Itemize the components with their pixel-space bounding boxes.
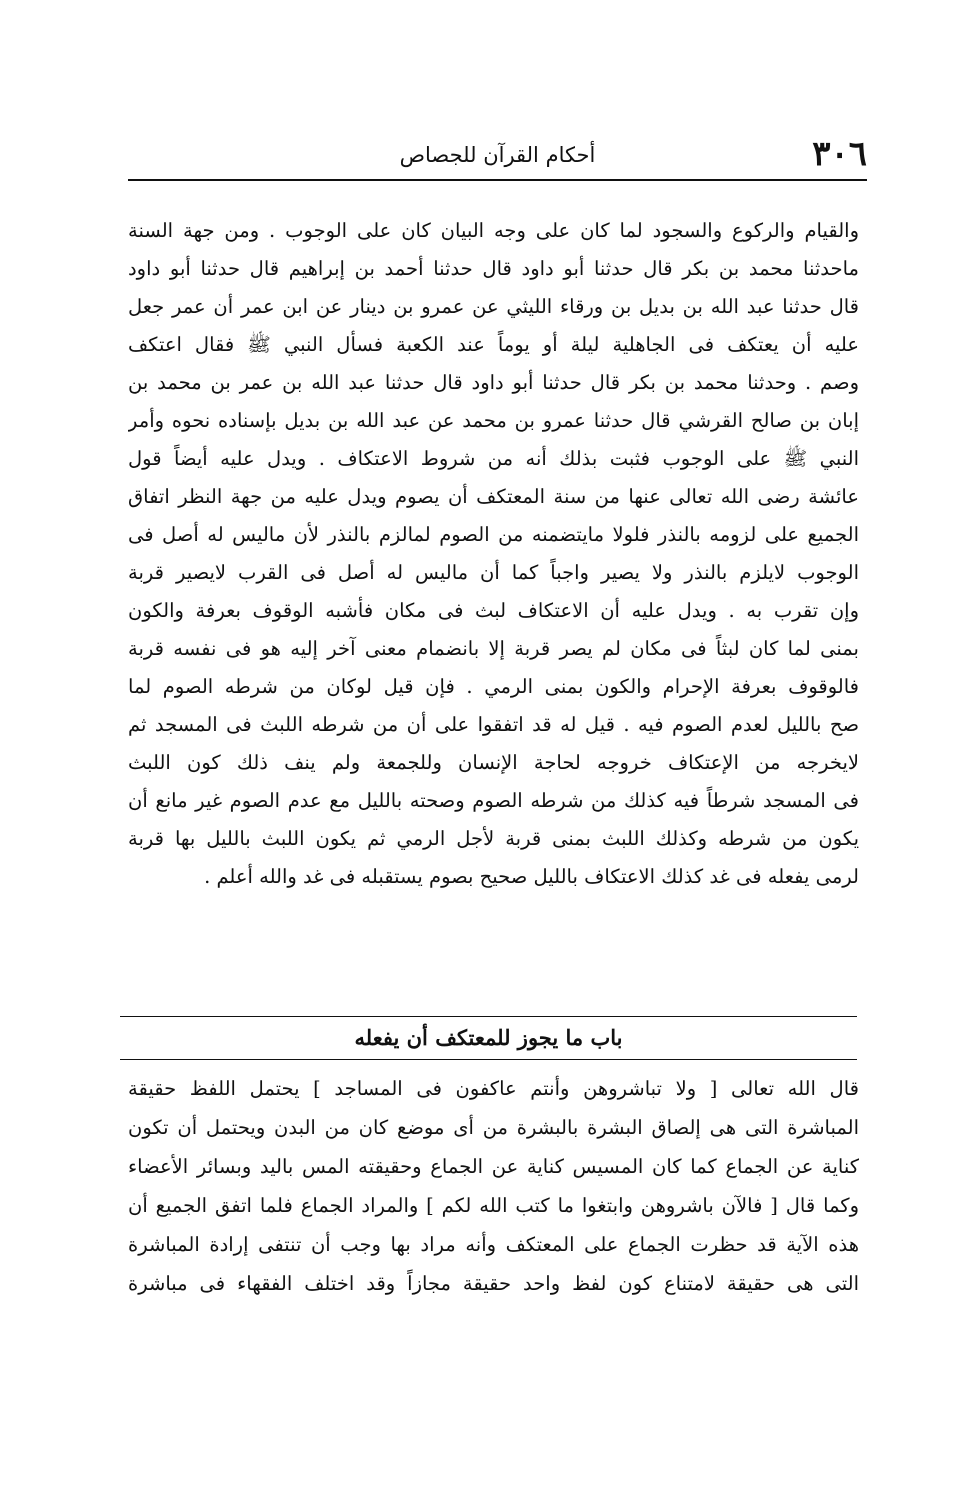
chapter-divider-top xyxy=(120,1016,857,1017)
text-line: لرمى يفعله فى غد كذلك الاعتكاف بالليل صحيح بصوم يستقبله فى غد والله أعلم . xyxy=(204,865,859,888)
page-number: ٣٠٦ xyxy=(812,134,867,174)
text-line: الجميع على لزومه بالنذر فلولا مايتضمنه من الصوم لمالزم بالنذر لأن ماليس له أصل فى xyxy=(128,523,859,546)
text-line: وإن تقرب به . ويدل عليه أن الاعتكاف لبث فى مكان فأشبه الوقوف بعرفة والكون xyxy=(128,599,859,622)
chapter-heading: باب ما يجوز للمعتكف أن يفعله xyxy=(354,1025,623,1050)
text-line: التى هى حقيقة لامتناع كون لفظ واحد حقيقة مجازاً وقد اختلف الفقهاء فى مباشرة xyxy=(128,1272,859,1295)
text-line: وصم . وحدثنا محمد بن بكر قال حدثنا أبو داود قال حدثنا عبد الله بن عمر بن محمد بن xyxy=(128,371,859,394)
text-line: قال الله تعالى [ ولا تباشروهن وأنتم عاكفون فى المساجد ] يحتمل اللفظ حقيقة xyxy=(128,1077,859,1100)
text-line: لايخرجه من الإعتكاف خروجه لحاجة الإنسان وللجمعة ولم ينف ذلك كون اللبث xyxy=(128,751,859,774)
text-line: الوجوب لايلزم بالنذر ولا يصير واجباً كما أن ماليس له أصل فى القرب لايصير قربة xyxy=(128,561,859,584)
text-line: عليه أن يعتكف فى الجاهلية ليلة أو يوماً عند الكعبة فسأل النبي ﷺ فقال اعتكف xyxy=(128,333,859,356)
text-line: فالوقوف بعرفة الإحرام والكون بمنى الرمي . فإن قيل لوكان من شرطه الصوم لما xyxy=(128,675,859,698)
text-line: النبي ﷺ على الوجوب فثبت بذلك أنه من شروط الاعتكاف . ويدل عليه أيضاً قول xyxy=(128,447,859,470)
chapter-text-block xyxy=(128,1069,859,1303)
text-line: قال حدثنا عبد الله بن بديل بن ورقاء الليثي عن عمرو بن دينار عن ابن عمر أن عمر جعل xyxy=(128,295,859,318)
page-header xyxy=(128,132,867,178)
running-title: أحكام القرآن للجصاص xyxy=(399,143,596,167)
text-line: يكون من شرطه وكذلك اللبث بمنى قربة لأجل الرمي ثم يكون اللبث بالليل بها قربة xyxy=(128,827,859,850)
text-line: صح بالليل لعدم الصوم فيه . قيل له قد اتفقوا على أن من شرطه اللبث فى المسجد ثم xyxy=(128,713,859,736)
text-line: والقيام والركوع والسجود لما كان على وجه البيان كان على الوجوب . ومن جهة السنة xyxy=(128,219,859,242)
text-line: ماحدثنا محمد بن بكر قال حدثنا أبو داود قال حدثنا أحمد بن إبراهيم قال حدثنا أبو داود xyxy=(128,257,859,280)
text-line: بمنى لما كان لبثاً فى مكان لم يصر قربة إلا بانضمام معنى آخر إليه هو فى نفسه قربة xyxy=(128,637,859,660)
text-line: فى المسجد شرطاً فيه كذلك من شرطه الصوم وصحته بالليل مع عدم الصوم غير مانع أن xyxy=(128,789,859,812)
text-line: إبان بن صالح القرشي قال حدثنا عمرو بن محمد عن عبد الله بن بديل بإسناده نحوه وأمر xyxy=(128,409,859,432)
chapter-divider-bottom xyxy=(120,1059,857,1060)
text-line: عائشة رضى الله تعالى عنها من سنة المعتكف أن يصوم ويدل عليه من جهة النظر اتفاق xyxy=(128,485,859,508)
text-line: المباشرة التى هى إلصاق البشرة بالبشرة من أى موضع كان من البدن ويحتمل أن تكون xyxy=(128,1116,859,1139)
text-line: هذه الآية قد حظرت الجماع على المعتكف وأنه مراد بها وجب أن تنتفى إرادة المباشرة xyxy=(128,1233,859,1256)
text-line: كناية عن الجماع كما كان المسيس كناية عن الجماع وحقيقته المس باليد وبسائر الأعضاء xyxy=(128,1155,859,1178)
main-text-block xyxy=(128,212,859,896)
text-line: وكما قال [ فالآن باشروهن وابتغوا ما كتب الله لكم ] والمراد الجماع فلما اتفق الجميع أن xyxy=(128,1194,859,1217)
header-rule xyxy=(128,179,867,181)
